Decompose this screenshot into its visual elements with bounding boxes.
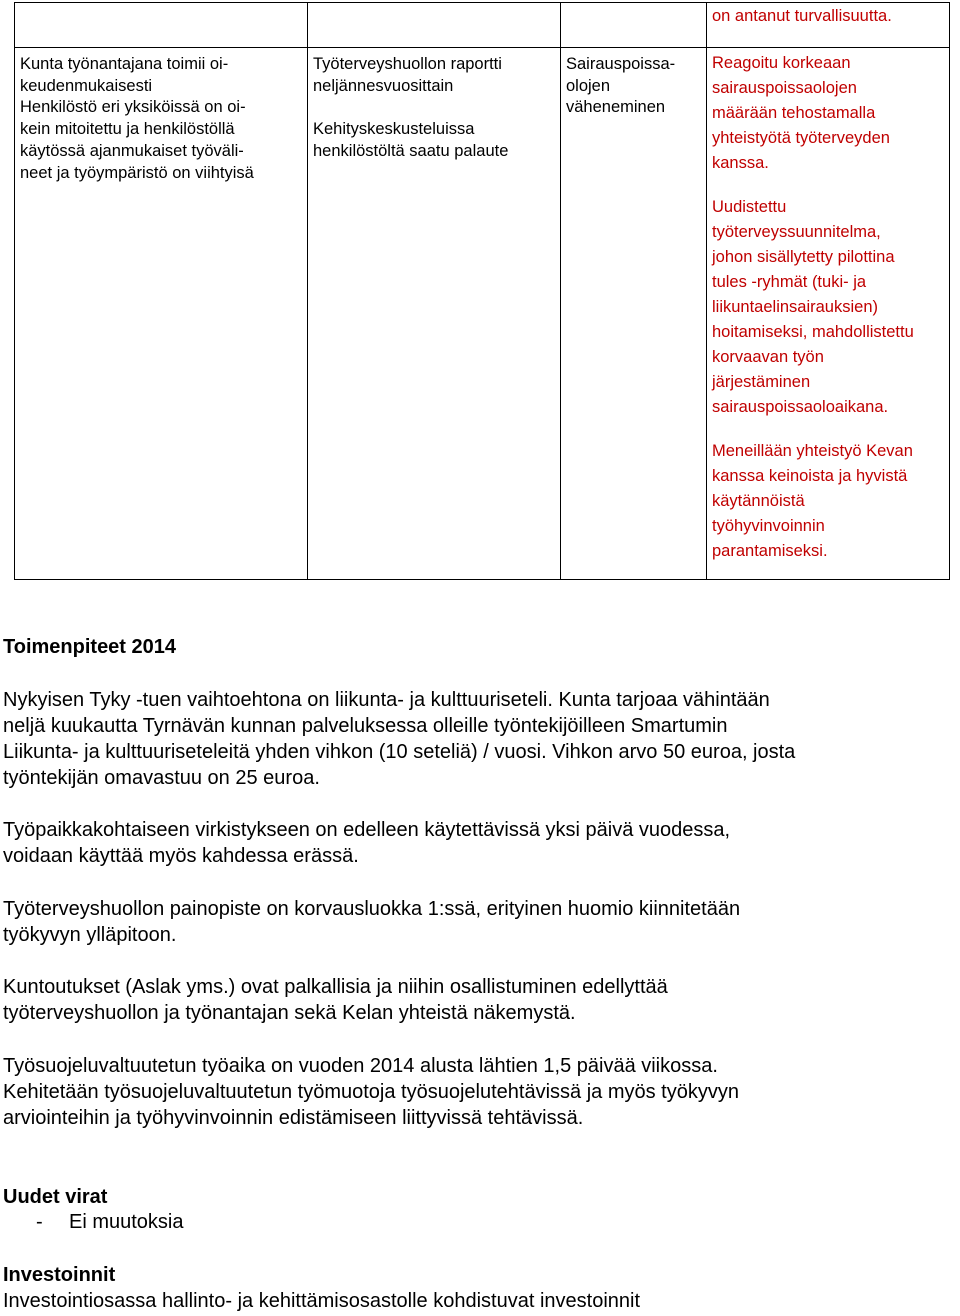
cell-r1-c3 (561, 3, 707, 48)
action-line: järjestäminen (712, 373, 811, 391)
paragraph-line: voidaan käyttää myös kahdessa erässä. (3, 845, 359, 867)
paragraph-line: arviointeihin ja työhyvinvoinnin edistämiseen liittyvissä tehtävissä. (3, 1107, 584, 1129)
goals-table (14, 2, 950, 580)
cell-r1-c4-text: on antanut turvallisuutta. (712, 7, 892, 25)
goal-line: kein mitoitettu ja henkilöstöllä (20, 120, 235, 139)
indicator-line: Sairauspoissa- (566, 55, 676, 73)
action-line: kanssa keinoista ja hyvistä (712, 467, 908, 485)
paragraph-line: Kuntoutukset (Aslak yms.) ovat palkallisia ja niihin osallistuminen edellyttää (3, 976, 668, 998)
cell-goal (15, 48, 308, 580)
action-line: korvaavan työn (712, 348, 824, 366)
measure-line: Työterveyshuollon raportti (313, 55, 502, 73)
goal-line: keudenmukaisesti (20, 76, 153, 95)
indicator-line: olojen (566, 76, 611, 95)
paragraph-line: Nykyisen Tyky -tuen vaihtoehtona on liikunta- ja kulttuuriseteli. Kunta tarjoaa vähintään (3, 689, 770, 711)
action-line: tules -ryhmät (tuki- ja (712, 273, 867, 291)
section-heading-toimenpiteet: Toimenpiteet 2014 (3, 636, 177, 658)
paragraph-tyky (3, 687, 943, 791)
paragraph-line: työkyvyn ylläpitoon. (3, 924, 177, 946)
action-line: johon sisällytetty pilottina (712, 248, 895, 266)
action-line: työhyvinvoinnin (712, 517, 825, 535)
section-heading-investoinnit: Investoinnit (3, 1264, 116, 1286)
cell-actions (707, 48, 950, 580)
list-item (36, 1209, 184, 1235)
action-line: käytännöistä (712, 492, 805, 510)
paragraph-tyosuojelu (3, 1053, 943, 1131)
action-line: hoitamiseksi, mahdollistettu (712, 323, 914, 341)
paragraph-line: Työpaikkakohtaiseen virkistykseen on edelleen käytettävissä yksi päivä vuodessa, (3, 819, 731, 841)
action-line: kanssa. (712, 154, 769, 172)
paragraph-line: työntekijän omavastuu on 25 euroa. (3, 767, 320, 789)
list-dash: - (36, 1211, 43, 1233)
paragraph-virkistys (3, 817, 943, 869)
list-item-text: Ei muutoksia (69, 1211, 184, 1233)
table-row-main (15, 48, 950, 580)
indicator-line: väheneminen (566, 98, 666, 117)
cell-r1-c1 (15, 3, 308, 48)
measure-line: Kehityskeskusteluissa (313, 120, 475, 139)
actions-text (707, 48, 949, 564)
goal-line: neet ja työympäristö on viihtyisä (20, 163, 254, 182)
indicator-text (561, 48, 706, 119)
action-line: Meneillään yhteistyö Kevan (712, 442, 913, 460)
action-line: määrään tehostamalla (712, 104, 876, 122)
action-line: Uudistettu (712, 198, 787, 216)
action-line: työterveyssuunnitelma, (712, 223, 881, 241)
paragraph-kuntoutukset (3, 974, 943, 1026)
cell-r1-c2 (308, 3, 561, 48)
paragraph-line: Työterveyshuollon painopiste on korvausluokka 1:ssä, erityinen huomio kiinnitetään (3, 898, 741, 920)
table-row-top (15, 3, 950, 48)
paragraph-line: Liikunta- ja kulttuuriseteleitä yhden vihkon (10 seteliä) / vuosi. Vihkon arvo 50 euroa, josta (3, 741, 796, 763)
paragraph-tyoterveyshuolto (3, 896, 943, 948)
action-line: liikuntaelinsairauksien) (712, 298, 878, 316)
cell-indicator (561, 48, 707, 580)
paragraph-line: Kehitetään työsuojeluvaltuutetun työmuotoja työsuojelutehtävissä ja myös työkyvyn (3, 1081, 739, 1103)
goal-line: Henkilöstö eri yksiköissä on oi- (20, 98, 246, 117)
action-line: Reagoitu korkeaan (712, 54, 851, 72)
measure-line: henkilöstöltä saatu palaute (313, 142, 509, 161)
paragraph-line: työterveyshuollon ja työnantajan sekä Kelan yhteistä näkemystä. (3, 1002, 576, 1024)
paragraph-investoinnit: Investointiosassa hallinto- ja kehittämisosastolle kohdistuvat investoinnit (3, 1290, 641, 1312)
measure-line: neljännesvuosittain (313, 76, 454, 95)
cell-r1-c4 (707, 3, 950, 48)
paragraph-line: neljä kuukautta Tyrnävän kunnan palveluksessa olleille työntekijöilleen Smartumin (3, 715, 728, 737)
goal-line: käytössä ajanmukaiset työväli- (20, 141, 244, 160)
cell-measure (308, 48, 561, 580)
goal-text (15, 48, 307, 184)
action-line: sairauspoissaolojen (712, 79, 857, 97)
section-heading-uudet-virat: Uudet virat (3, 1186, 108, 1208)
paragraph-line: Työsuojeluvaltuutetun työaika on vuoden 2014 alusta lähtien 1,5 päivää viikossa. (3, 1055, 718, 1077)
action-line: yhteistyötä työterveyden (712, 129, 890, 147)
action-line: parantamiseksi. (712, 542, 828, 560)
measure-text (308, 48, 560, 163)
action-line: sairauspoissaoloaikana. (712, 398, 889, 416)
goal-line: Kunta työnantajana toimii oi- (20, 55, 229, 73)
